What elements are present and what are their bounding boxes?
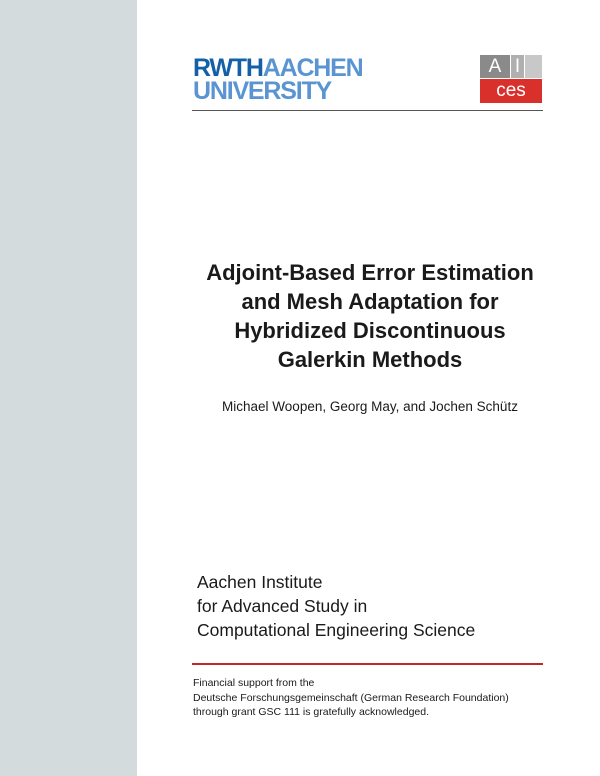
logo-university-text: UNIVERSITY [193,77,332,105]
funding-line: through grant GSC 111 is gratefully acknowledged. [193,706,429,718]
funding-line: Deutsche Forschungsgemeinschaft (German Research Foundation) [193,691,509,704]
funding-acknowledgement [193,676,509,720]
document-title [160,258,580,374]
authors: Michael Woopen, Georg May, and Jochen Schütz [222,399,518,414]
logo-rwth-text: RWTH [193,54,263,82]
aices-cell-a: A [480,55,510,78]
logo-aachen-text: AACHEN [262,54,363,82]
aices-logo [480,55,542,103]
header-divider [192,110,543,111]
institute-line: Computational Engineering Science [197,620,476,640]
aices-cell-ces: ces [480,79,542,103]
title-line: Adjoint-Based Error Estimation [206,260,534,285]
title-line: and Mesh Adaptation for [241,289,499,314]
footer-red-divider [192,663,543,665]
rwth-aachen-university-logo [193,54,363,105]
aices-cell-blank [525,55,542,78]
funding-line: Financial support from the [193,677,315,689]
institute-line: for Advanced Study in [197,596,368,616]
title-line: Hybridized Discontinuous [234,318,506,343]
aices-cell-i: I [511,55,524,78]
title-line: Galerkin Methods [277,347,463,372]
left-sidebar-band [0,0,137,776]
institute-name [197,570,475,642]
institute-line: Aachen Institute [197,572,323,592]
